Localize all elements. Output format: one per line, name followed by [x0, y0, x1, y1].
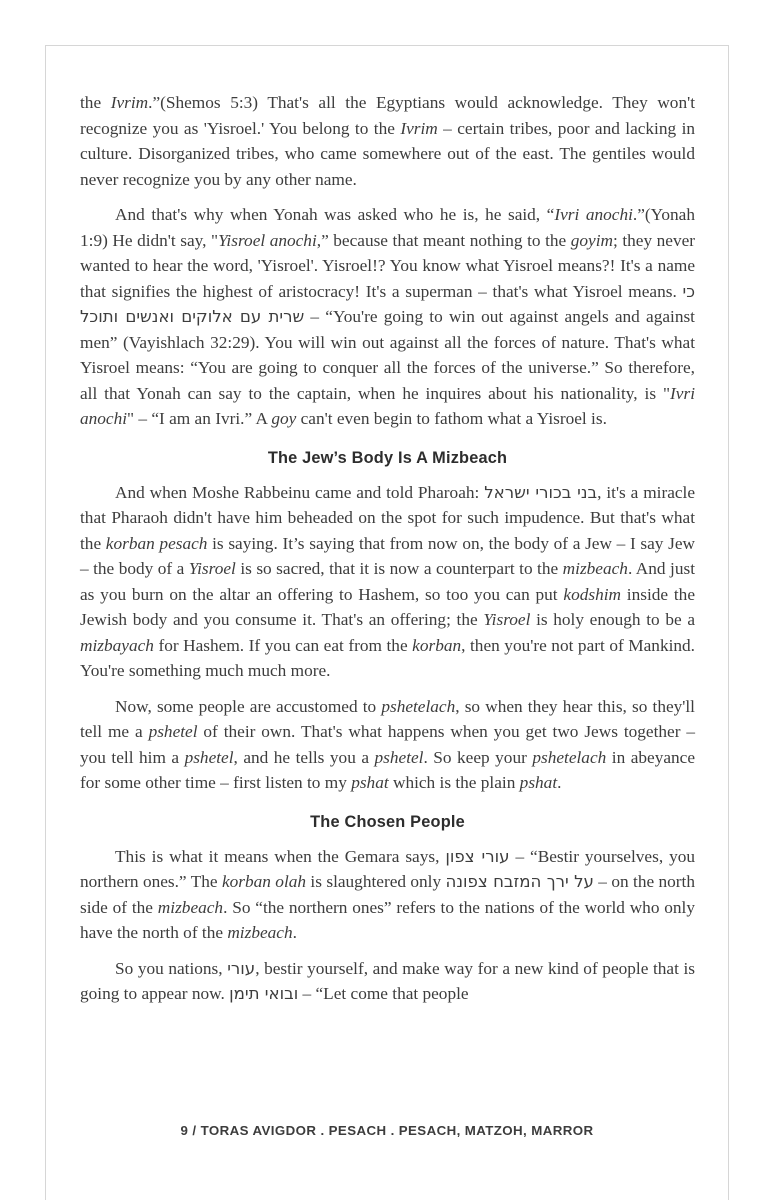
text-run: – “You're going to win out against angels and against men” (Vayishlach 32:29). You will win out against all the forces of nature. That's what Yisroel means: “You are going to conquer all the forces of the universe.” So therefore, all that Yonah can say to the captain, when he inquires about his nationality, is " [80, 307, 695, 403]
text-run: . And just as you burn on the altar an offering to Hashem, so too you can put [80, 559, 695, 604]
text-run: .”(Shemos 5:3) That's all the Egyptians would acknowledge. They won't recognize you as 'Yisroel.' You belong to the [80, 93, 695, 138]
text-run: . [557, 773, 562, 792]
body-paragraph [80, 694, 695, 796]
text-run: is holy enough to be a [530, 610, 695, 629]
text-run: , and he tells you a [233, 747, 375, 767]
italic-term: mizbayach [80, 635, 154, 655]
italic-term: Ivri anochi [554, 205, 633, 224]
text-run: can't even begin to fathom what a Yisroel is. [296, 409, 607, 428]
hebrew-phrase: כי שרית עם אלוקים ואנשים ותוכל [80, 281, 695, 326]
hebrew-phrase: בני בכורי ישראל [484, 482, 598, 502]
text-run: in abeyance for some other time – first listen to my [80, 747, 695, 792]
text-run: . So keep your [423, 747, 533, 767]
text-run: , then you're not part of Mankind. You're something much much more. [80, 635, 695, 680]
italic-term: pshat [519, 773, 558, 792]
article-body [46, 46, 728, 1007]
text-run: inside the Jewish body and you consume it. That's an offering; the [80, 584, 695, 629]
text-run: . So “the northern ones” refers to the nations of the world who only have the north of the [80, 897, 695, 942]
text-run: – certain tribes, poor and lacking in culture. Disorganized tribes, who came somewhere out of the east. The gentiles would never recognize you by any other name. [80, 118, 696, 189]
italic-term: korban [412, 635, 462, 655]
text-run: – “Bestir yourselves, you northern ones.” The [80, 846, 695, 891]
text-run: – on the north side of the [80, 872, 695, 917]
body-paragraph [80, 90, 695, 192]
text-run: So you nations, [115, 958, 228, 978]
text-run: Now, some people are accustomed to [115, 696, 382, 716]
italic-term: pshetel [148, 722, 198, 741]
text-run: – “Let come that people [298, 984, 469, 1003]
text-run: of their own. That's what happens when you get two Jews together – you tell him a [80, 722, 695, 767]
text-run: And when Moshe Rabbeinu came and told Pharoah: [115, 482, 485, 502]
hebrew-phrase: על ירך המזבח צפונה [445, 872, 594, 891]
section-heading: The Chosen People [310, 811, 465, 831]
italic-term: goyim [570, 230, 613, 250]
italic-term: mizbeach [562, 559, 628, 578]
hebrew-phrase: עורי [227, 958, 256, 978]
italic-term: pshetelach [532, 747, 607, 767]
italic-term: Yisroel anochi [218, 230, 317, 250]
italic-term: kodshim [563, 584, 622, 604]
italic-term: Yisroel [188, 559, 236, 578]
italic-term: mizbeach [227, 923, 293, 942]
body-paragraph [80, 956, 695, 1007]
body-paragraph [80, 480, 695, 684]
text-run: " – “I am an Ivri.” A [127, 409, 272, 428]
text-run: which is the plain [388, 773, 520, 792]
page-footer-line: 9 / TORAS AVIGDOR . PESACH . PESACH, MATZOH, MARROR [180, 1123, 594, 1138]
body-paragraph [80, 202, 695, 432]
section-heading: The Jew’s Body Is A Mizbeach [267, 447, 508, 467]
hebrew-phrase: עורי צפון [445, 846, 510, 866]
text-run: is slaughtered only [306, 872, 446, 891]
italic-term: Ivri anochi [80, 383, 695, 428]
italic-term: pshat [351, 773, 389, 792]
body-paragraph [80, 844, 695, 946]
italic-term: korban pesach [105, 533, 208, 553]
text-run: . [292, 923, 297, 942]
text-run: And that's why when Yonah was asked who he is, he said, “ [115, 205, 555, 224]
text-run: for Hashem. If you can eat from the [153, 635, 413, 655]
italic-term: Ivrim [400, 118, 438, 138]
document-page [45, 45, 729, 1200]
italic-term: pshetelach [381, 696, 456, 716]
text-run: the [80, 93, 111, 112]
text-run: is saying. It’s saying that from now on, the body of a Jew – I say Jew – the body of a [80, 533, 695, 578]
italic-term: pshetel [374, 747, 424, 767]
text-run: ,” because that meant nothing to the [316, 230, 571, 250]
hebrew-phrase: ובואי תימן [229, 984, 299, 1003]
italic-term: Ivrim [110, 93, 149, 112]
italic-term: goy [271, 409, 297, 428]
text-run: is so sacred, that it is now a counterpart to the [235, 559, 563, 578]
text-run: , it's a miracle that Pharaoh didn't have him beheaded on the spot for such impudence. But that's what the [80, 482, 696, 553]
text-run: This is what it means when the Gemara says, [115, 846, 446, 866]
text-run: , bestir yourself, and make way for a new kind of people that is going to appear now. [80, 958, 695, 1003]
text-run: .”(Yonah 1:9) He didn't say, " [80, 205, 695, 250]
italic-term: pshetel [184, 747, 234, 767]
italic-term: Yisroel [483, 610, 531, 629]
italic-term: mizbeach [157, 897, 224, 917]
text-run: ; they never wanted to hear the word, 'Yisroel'. Yisroel!? You know what Yisroel means?! It's a name that signifies the highest of aristocracy! It's a superman – that's what Yisroel means. [80, 230, 696, 301]
text-run: , so when they hear this, so they'll tell me a [80, 696, 695, 741]
italic-term: korban olah [221, 872, 307, 891]
